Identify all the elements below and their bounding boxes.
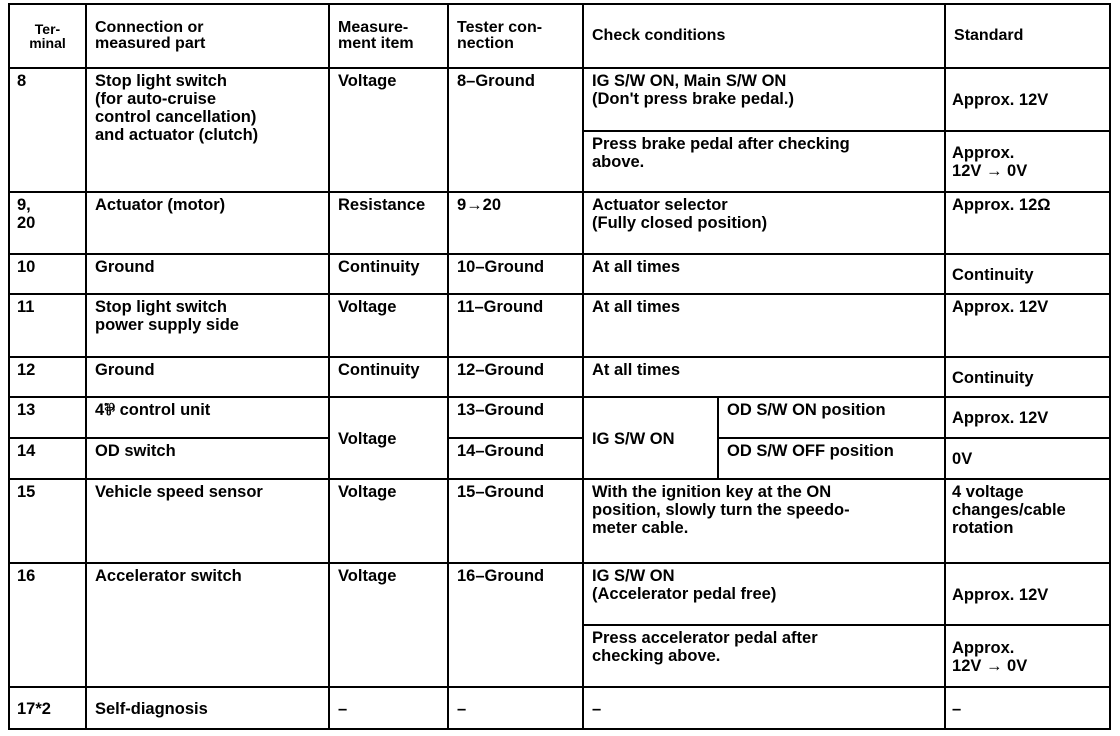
connection-part-cell: OD switch [86,438,329,479]
check-condition-cell: At all times [583,294,945,357]
tester-connection-cell: 9→20 [448,192,583,254]
table-row [9,357,1110,397]
connection-part-cell: Stop light switch power supply side [86,294,329,357]
terminal-cell: 17*2 [9,687,86,729]
header-standard: Standard [945,4,1110,68]
check-condition-cell: At all times [583,357,945,397]
measurement-item-cell: Continuity [329,254,448,294]
standard-cell: Approx. 12V → 0V [945,131,1110,192]
tester-connection-cell: 11–Ground [448,294,583,357]
measurement-item-cell: Voltage [329,294,448,357]
check-subcondition-cell: OD S/W ON position [718,397,945,438]
terminal-cell: 16 [9,563,86,687]
standard-cell: Continuity [945,254,1110,294]
tester-connection-cell: 14–Ground [448,438,583,479]
check-condition-cell: IG S/W ON [583,397,718,479]
measurement-item-cell: Continuity [329,357,448,397]
tester-connection-cell: 12–Ground [448,357,583,397]
tester-connection-cell: 16–Ground [448,563,583,687]
header-connection-part: Connection or measured part [86,4,329,68]
terminal-cell: 12 [9,357,86,397]
header-check-conditions: Check conditions [583,4,945,68]
header-measurement-item: Measure- ment item [329,4,448,68]
check-condition-cell: At all times [583,254,945,294]
terminal-cell: 8 [9,68,86,192]
check-condition-cell: Press brake pedal after checking above. [583,131,945,192]
tester-connection-cell: 10–Ground [448,254,583,294]
table-row [9,438,1110,479]
measurement-item-cell: Voltage [329,479,448,563]
check-condition-cell: Press accelerator pedal after checking above. [583,625,945,687]
measurement-item-cell: Voltage [329,68,448,192]
terminal-cell: 9, 20 [9,192,86,254]
table-row [9,68,1110,131]
terminal-cell: 14 [9,438,86,479]
connection-part-cell: Accelerator switch [86,563,329,687]
table-row [9,397,1110,438]
standard-cell: – [945,687,1110,729]
measurement-item-cell: Voltage [329,563,448,687]
standard-cell: Approx. 12V [945,563,1110,625]
standard-cell: 0V [945,438,1110,479]
tester-connection-cell: 15–Ground [448,479,583,563]
connection-part-cell: Ground [86,357,329,397]
standard-cell: Approx. 12V → 0V [945,625,1110,687]
table-row [9,294,1110,357]
table-row [9,479,1110,563]
tester-connection-cell: – [448,687,583,729]
table-row [9,192,1110,254]
tester-connection-cell: 13–Ground [448,397,583,438]
terminal-check-table [8,3,1111,730]
connection-part-cell: Actuator (motor) [86,192,329,254]
check-condition-cell: – [583,687,945,729]
standard-cell: 4 voltage changes/cable rotation [945,479,1110,563]
measurement-item-cell: Voltage [329,397,448,479]
standard-cell: Continuity [945,357,1110,397]
connection-part-cell: Ground [86,254,329,294]
tester-connection-cell: 8–Ground [448,68,583,192]
terminal-cell: 11 [9,294,86,357]
standard-cell: Approx. 12V [945,397,1110,438]
check-condition-cell: Actuator selector (Fully closed position) [583,192,945,254]
header-terminal: Ter- minal [9,4,86,68]
connection-part-cell: Self-diagnosis [86,687,329,729]
measurement-item-cell: – [329,687,448,729]
connection-part-cell: Vehicle speed sensor [86,479,329,563]
check-condition-cell: With the ignition key at the ON position, slowly turn the speedo- meter cable. [583,479,945,563]
terminal-cell: 10 [9,254,86,294]
header-row [9,4,1110,68]
check-condition-cell: IG S/W ON, Main S/W ON (Don't press brake pedal.) [583,68,945,131]
standard-cell: Approx. 12V [945,294,1110,357]
check-condition-cell: IG S/W ON (Accelerator pedal free) [583,563,945,625]
terminal-cell: 13 [9,397,86,438]
table-row [9,687,1110,729]
connection-part-cell: Stop light switch (for auto-cruise control cancellation) and actuator (clutch) [86,68,329,192]
standard-cell: Approx. 12V [945,68,1110,131]
measurement-item-cell: Resistance [329,192,448,254]
standard-cell: Approx. 12Ω [945,192,1110,254]
table-row [9,563,1110,625]
table-row [9,254,1110,294]
check-subcondition-cell: OD S/W OFF position [718,438,945,479]
header-tester-connection: Tester con- nection [448,4,583,68]
connection-part-cell: 4⅌ control unit [86,397,329,438]
terminal-cell: 15 [9,479,86,563]
